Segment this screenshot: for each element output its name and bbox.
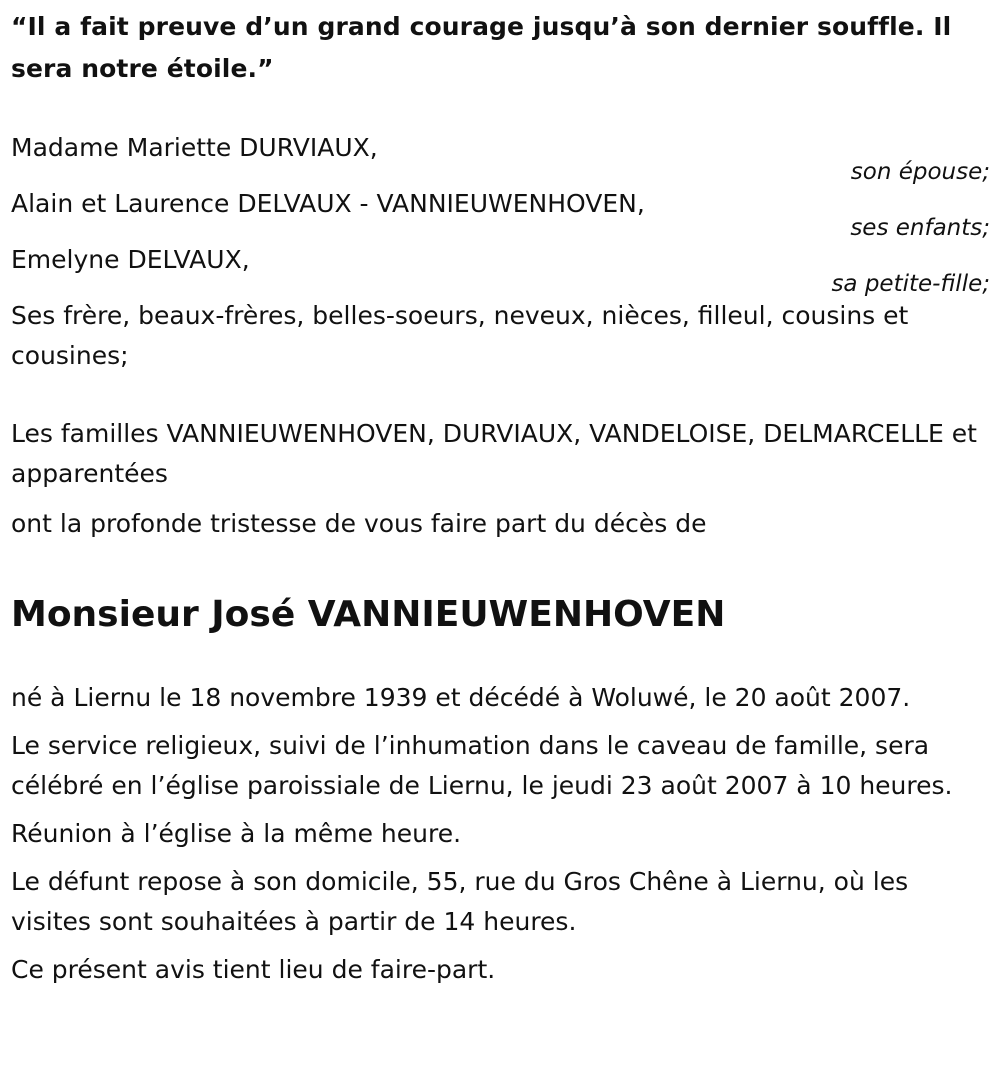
family-member-relation: ses enfants; (850, 215, 990, 241)
families-text: Les familles VANNIEUWENHOVEN, DURVIAUX, VANDELOISE, DELMARCELLE et apparentées (11, 419, 977, 488)
family-member-name: Alain et Laurence DELVAUX - VANNIEUWENHOVEN, (11, 189, 645, 218)
family-member-name: Emelyne DELVAUX, (11, 245, 250, 274)
relatives-text: Ses frère, beaux-frères, belles-soeurs, neveux, nièces, filleul, cousins et cousines; (11, 301, 909, 370)
family-member-relation: sa petite-fille; (831, 271, 990, 297)
family-member-spouse (11, 128, 990, 184)
family-member-name: Madame Mariette DURVIAUX, (11, 133, 378, 162)
service-text: Le service religieux, suivi de l’inhumation dans le caveau de famille, sera célébré en l’église paroissiale de Liernu, le jeudi 23 août 2007 à 10 heures. (11, 731, 953, 800)
family-member-relation: son épouse; (850, 159, 990, 185)
deceased-name: Monsieur José VANNIEUWENHOVEN (11, 594, 726, 635)
family-member-granddaughter (11, 240, 990, 296)
meeting-text: Réunion à l’église à la même heure. (11, 819, 462, 848)
visitation-text: Le défunt repose à son domicile, 55, rue du Gros Chêne à Liernu, où les visites sont souhaitées à partir de 14 heures. (11, 867, 909, 936)
memorial-quote: “Il a fait preuve d’un grand courage jusqu’à son dernier souffle. Il sera notre étoile.” (11, 12, 952, 83)
announcement-text: ont la profonde tristesse de vous faire part du décès de (11, 509, 707, 538)
family-list (11, 128, 990, 296)
birth-death-text: né à Liernu le 18 novembre 1939 et décédé à Woluwé, le 20 août 2007. (11, 683, 911, 712)
notice-text: Ce présent avis tient lieu de faire-part. (11, 955, 496, 984)
family-member-children (11, 184, 990, 240)
